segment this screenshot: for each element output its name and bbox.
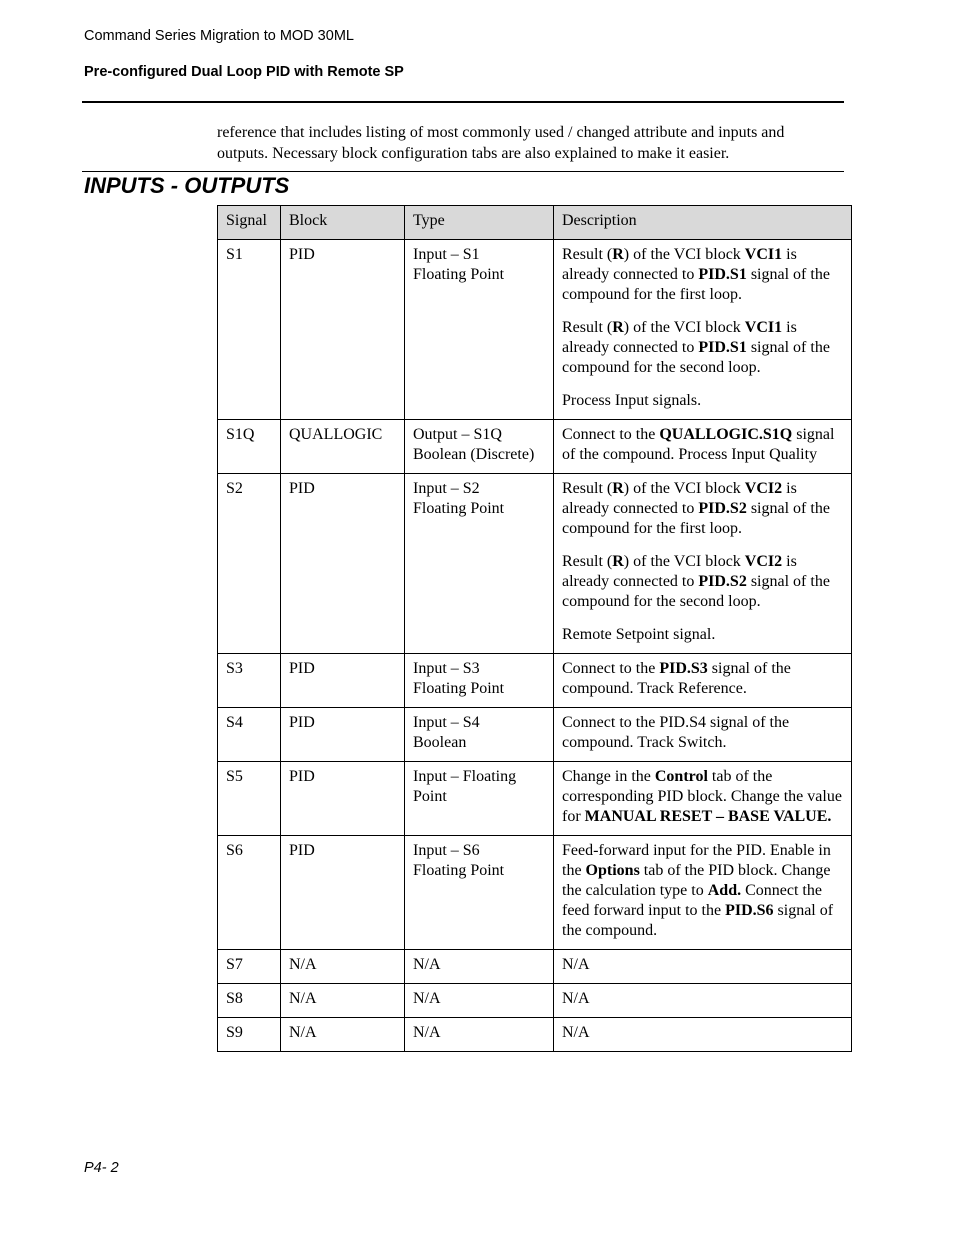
description-bold-text: VCI2 bbox=[744, 553, 783, 570]
type-line: N/A bbox=[413, 990, 441, 1007]
description-cell bbox=[554, 950, 852, 984]
description-text: is already connected to bbox=[562, 319, 797, 356]
type-cell bbox=[405, 708, 554, 762]
description-text: Connect to the bbox=[562, 426, 660, 443]
description-bold-text: R bbox=[612, 553, 624, 570]
description-bold-text: VCI1 bbox=[744, 246, 783, 263]
description-text: Result ( bbox=[562, 319, 613, 336]
signal-cell: S6 bbox=[218, 836, 281, 950]
description-bold-text: R bbox=[612, 246, 624, 263]
section-header: Pre-configured Dual Loop PID with Remote SP bbox=[84, 64, 404, 80]
description-paragraph bbox=[562, 989, 843, 1009]
description-bold-text: R bbox=[612, 319, 624, 336]
table-row bbox=[218, 474, 852, 654]
description-text: signal of the compound. bbox=[562, 902, 834, 939]
signal-cell: S5 bbox=[218, 762, 281, 836]
signal-cell: S4 bbox=[218, 708, 281, 762]
description-paragraph bbox=[562, 391, 843, 411]
intro-paragraph: reference that includes listing of most commonly used / changed attribute and inputs and outputs. Necessary block configuration tabs are also explained to make it easier. bbox=[217, 124, 785, 162]
type-cell bbox=[405, 1018, 554, 1052]
type-line: Boolean bbox=[413, 734, 467, 751]
header-divider bbox=[82, 101, 844, 103]
description-paragraph bbox=[562, 245, 843, 305]
description-paragraph bbox=[562, 659, 843, 699]
block-cell: N/A bbox=[281, 1018, 405, 1052]
description-bold-text: Options bbox=[585, 862, 640, 879]
inputs-outputs-table bbox=[217, 205, 852, 1052]
type-line: Input – S1 bbox=[413, 246, 480, 263]
type-line: Input – Floating bbox=[413, 768, 517, 785]
document-title: Command Series Migration to MOD 30ML bbox=[84, 28, 354, 44]
block-cell: QUALLOGIC bbox=[281, 420, 405, 474]
block-cell: PID bbox=[281, 708, 405, 762]
description-text: signal of the compound. Track Reference. bbox=[562, 660, 791, 697]
description-text: Connect the feed forward input to the bbox=[562, 882, 822, 919]
description-text: Process Input signals. bbox=[562, 392, 702, 409]
description-bold-text: PID.S6 bbox=[725, 902, 774, 919]
description-paragraph bbox=[562, 713, 843, 753]
description-cell bbox=[554, 474, 852, 654]
description-text: signal of the compound for the second loop. bbox=[562, 573, 830, 610]
description-bold-text: MANUAL RESET – BASE VALUE. bbox=[584, 808, 832, 825]
type-cell bbox=[405, 984, 554, 1018]
description-text: ) of the VCI block bbox=[623, 480, 745, 497]
section-title: INPUTS - OUTPUTS bbox=[84, 173, 290, 198]
table-row bbox=[218, 708, 852, 762]
description-bold-text: Control bbox=[654, 768, 708, 785]
table-row bbox=[218, 950, 852, 984]
table-row bbox=[218, 420, 852, 474]
table-row bbox=[218, 1018, 852, 1052]
description-cell bbox=[554, 836, 852, 950]
description-paragraph bbox=[562, 767, 843, 827]
type-cell bbox=[405, 420, 554, 474]
description-text: Connect to the PID.S4 signal of the compound. Track Switch. bbox=[562, 714, 790, 751]
table-header-row bbox=[218, 206, 852, 240]
description-text: ) of the VCI block bbox=[623, 246, 745, 263]
type-line: Floating Point bbox=[413, 680, 505, 697]
description-text: N/A bbox=[562, 1024, 590, 1041]
description-text: N/A bbox=[562, 956, 590, 973]
description-text: ) of the VCI block bbox=[623, 553, 745, 570]
signal-cell: S9 bbox=[218, 1018, 281, 1052]
description-bold-text: PID.S3 bbox=[659, 660, 708, 677]
type-cell bbox=[405, 654, 554, 708]
description-text: is already connected to bbox=[562, 480, 797, 517]
type-line: N/A bbox=[413, 1024, 441, 1041]
description-text: tab of the PID block. Change the calculation type to bbox=[562, 862, 831, 899]
description-bold-text: VCI2 bbox=[744, 480, 783, 497]
block-cell: PID bbox=[281, 240, 405, 420]
column-header-block: Block bbox=[281, 206, 405, 240]
description-paragraph bbox=[562, 955, 843, 975]
description-paragraph bbox=[562, 841, 843, 941]
table-row bbox=[218, 654, 852, 708]
description-text: signal of the compound. Process Input Quality bbox=[562, 426, 835, 463]
type-cell bbox=[405, 950, 554, 984]
description-paragraph bbox=[562, 479, 843, 539]
type-cell bbox=[405, 762, 554, 836]
block-cell: N/A bbox=[281, 950, 405, 984]
signal-cell: S7 bbox=[218, 950, 281, 984]
type-cell bbox=[405, 240, 554, 420]
signal-cell: S8 bbox=[218, 984, 281, 1018]
type-line: Boolean (Discrete) bbox=[413, 446, 535, 463]
description-bold-text: PID.S1 bbox=[698, 339, 747, 356]
description-text: Result ( bbox=[562, 246, 613, 263]
type-line: Input – S2 bbox=[413, 480, 480, 497]
description-paragraph bbox=[562, 552, 843, 612]
type-line: Floating Point bbox=[413, 500, 505, 517]
description-paragraph bbox=[562, 1023, 843, 1043]
description-cell bbox=[554, 984, 852, 1018]
description-bold-text: PID.S2 bbox=[698, 573, 747, 590]
block-cell: N/A bbox=[281, 984, 405, 1018]
description-paragraph bbox=[562, 625, 843, 645]
column-header-type: Type bbox=[405, 206, 554, 240]
type-line: Output – S1Q bbox=[413, 426, 502, 443]
page-number: P4- 2 bbox=[84, 1160, 119, 1176]
description-text: signal of the compound for the first loop. bbox=[562, 266, 830, 303]
signal-cell: S3 bbox=[218, 654, 281, 708]
description-text: signal of the compound for the second loop. bbox=[562, 339, 830, 376]
description-text: Result ( bbox=[562, 480, 613, 497]
signal-cell: S1Q bbox=[218, 420, 281, 474]
description-bold-text: R bbox=[612, 480, 624, 497]
signal-cell: S2 bbox=[218, 474, 281, 654]
type-line: Floating Point bbox=[413, 862, 505, 879]
description-text: tab of the corresponding PID block. Change the value for bbox=[562, 768, 842, 825]
description-bold-text: PID.S2 bbox=[698, 500, 747, 517]
description-cell bbox=[554, 654, 852, 708]
column-header-signal: Signal bbox=[218, 206, 281, 240]
description-cell bbox=[554, 708, 852, 762]
description-text: Remote Setpoint signal. bbox=[562, 626, 716, 643]
block-cell: PID bbox=[281, 474, 405, 654]
description-paragraph bbox=[562, 318, 843, 378]
type-cell bbox=[405, 474, 554, 654]
description-text: Connect to the bbox=[562, 660, 660, 677]
description-text: Result ( bbox=[562, 553, 613, 570]
block-cell: PID bbox=[281, 762, 405, 836]
description-cell bbox=[554, 240, 852, 420]
type-line: Point bbox=[413, 788, 447, 805]
type-line: Input – S6 bbox=[413, 842, 480, 859]
description-cell bbox=[554, 420, 852, 474]
type-cell bbox=[405, 836, 554, 950]
table-row bbox=[218, 240, 852, 420]
description-text: N/A bbox=[562, 990, 590, 1007]
type-line: Floating Point bbox=[413, 266, 505, 283]
description-bold-text: Add. bbox=[707, 882, 742, 899]
description-text: is already connected to bbox=[562, 553, 797, 590]
description-paragraph bbox=[562, 425, 843, 465]
table-row bbox=[218, 836, 852, 950]
type-line: Input – S4 bbox=[413, 714, 480, 731]
description-bold-text: QUALLOGIC.S1Q bbox=[659, 426, 793, 443]
description-text: signal of the compound for the first loop. bbox=[562, 500, 830, 537]
block-cell: PID bbox=[281, 654, 405, 708]
section-divider bbox=[82, 171, 844, 172]
description-cell bbox=[554, 1018, 852, 1052]
type-line: N/A bbox=[413, 956, 441, 973]
table-row bbox=[218, 984, 852, 1018]
type-line: Input – S3 bbox=[413, 660, 480, 677]
description-text: is already connected to bbox=[562, 246, 797, 283]
description-bold-text: VCI1 bbox=[744, 319, 783, 336]
description-bold-text: PID.S1 bbox=[698, 266, 747, 283]
column-header-description: Description bbox=[554, 206, 852, 240]
description-cell bbox=[554, 762, 852, 836]
description-text: ) of the VCI block bbox=[623, 319, 745, 336]
table-body bbox=[218, 240, 852, 1052]
table-row bbox=[218, 762, 852, 836]
description-text: Change in the bbox=[562, 768, 655, 785]
description-text: Feed-forward input for the PID. Enable in the bbox=[562, 842, 831, 879]
block-cell: PID bbox=[281, 836, 405, 950]
signal-cell: S1 bbox=[218, 240, 281, 420]
